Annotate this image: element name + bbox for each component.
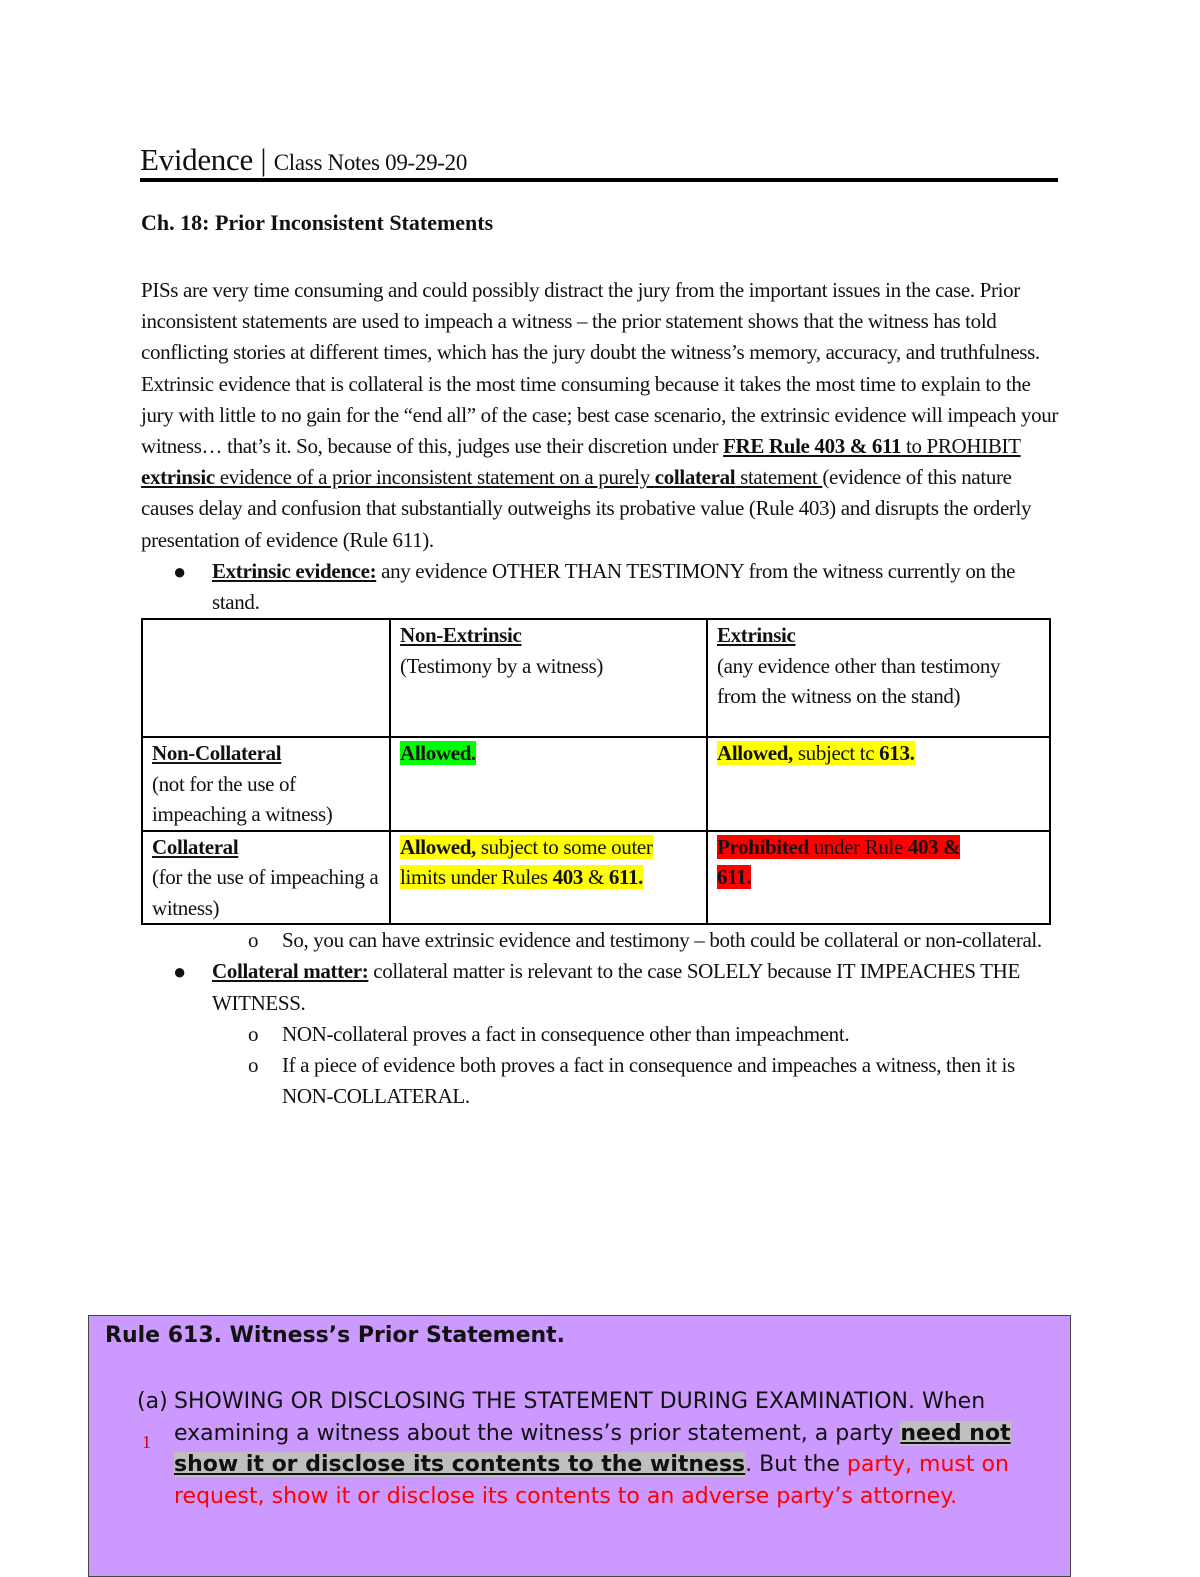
rule-title: Rule 613. Witness’s Prior Statement. xyxy=(105,1323,566,1348)
evidence-table xyxy=(141,618,1051,925)
paragraph-extrinsic: Extrinsic evidence that is collateral is the most time consuming because it takes the most time to explain to the jury with little to no gain for the “end all” of the case; best case scenario, the extrinsic evidence will impeach your witness… that’s it. So, because of this, judges use their discretion under FRE Rule 403 & 611 to PROHIBIT extrinsic evidence of a prior inconsistent statement on a purely collateral statement (evidence of this nature causes delay and confusion that substantially outweighs its probative value (Rule 403) and disrupts the orderly presentation of evidence (Rule 611). xyxy=(141,371,1059,552)
rule-613-box xyxy=(88,1315,1071,1577)
bullet-icon: ● xyxy=(173,558,186,584)
fre-rule-ref: FRE Rule 403 & 611 xyxy=(723,434,902,459)
table-rowhead-collateral: Collateral (for the use of impeaching a witness) xyxy=(142,831,390,925)
chapter-title: Ch. 18: Prior Inconsistent Statements xyxy=(141,210,494,235)
document-header xyxy=(140,140,1058,182)
bullet-icon: ● xyxy=(173,959,186,985)
bullet-collateral-matter: ● Collateral matter: collateral matter is relevant to the case SOLELY because IT IMPEACHES THE WITNESS. xyxy=(141,956,1061,1018)
subsection-label: (a) xyxy=(137,1389,168,1414)
table-header-non-extrinsic: Non-Extrinsic (Testimony by a witness) xyxy=(390,619,707,737)
highlighted-phrase: need not show it or disclose its contents to the witness xyxy=(174,1420,1011,1477)
table-cell-empty xyxy=(142,619,390,737)
table-cell: Allowed, subject to some outer limits under Rules 403 & 611. xyxy=(390,831,707,925)
table-row xyxy=(142,619,1050,737)
rule-subsection-a: (a) SHOWING OR DISCLOSING THE STATEMENT DURING EXAMINATION. When examining a witness about the witness’s prior statement, a party need not show it or disclose its contents to the witness. But the party, must on request, show it or disclose its contents to an adverse party’s attorney. xyxy=(137,1386,1037,1512)
bullet-extrinsic-evidence: ● Extrinsic evidence: any evidence OTHER THAN TESTIMONY from the witness currently on the stand. xyxy=(141,556,1061,618)
header-title xyxy=(140,142,467,178)
subbullet-icon: o xyxy=(248,1053,259,1078)
table-cell: Prohibited under Rule 403 & 611. xyxy=(707,831,1050,925)
course-name: Evidence | xyxy=(140,142,267,177)
table-row xyxy=(142,737,1050,831)
paragraph-pis-intro: PISs are very time consuming and could possibly distract the jury from the important issues in the case. Prior inconsistent statements are used to impeach a witness – the prior statement shows that the witness has told conflicting stories at different times, which has the jury doubt the witness’s memory, accuracy, and truthfulness. xyxy=(141,278,1040,365)
footnote-number: 1 xyxy=(142,1432,151,1452)
notes-body xyxy=(141,275,1061,1112)
table-cell: Allowed, subject tc 613. xyxy=(707,737,1050,831)
table-header-extrinsic: Extrinsic (any evidence other than testimony from the witness on the stand) xyxy=(707,619,1050,737)
subbullet-non-collateral: o NON-collateral proves a fact in consequence other than impeachment. xyxy=(141,1019,1061,1050)
subbullet-icon: o xyxy=(248,928,259,953)
table-rowhead-non-collateral: Non-Collateral (not for the use of impeaching a witness) xyxy=(142,737,390,831)
subbullet-icon: o xyxy=(248,1021,259,1046)
table-cell: Allowed. xyxy=(390,737,707,831)
table-row xyxy=(142,831,1050,925)
header-subtitle: Class Notes 09-29-20 xyxy=(273,150,468,175)
subbullet-both: o If a piece of evidence both proves a fact in consequence and impeaches a witness, then it is NON-COLLATERAL. xyxy=(141,1050,1061,1112)
subbullet-extrinsic-testimony: o So, you can have extrinsic evidence and testimony – both could be collateral or non-collateral. xyxy=(141,925,1061,956)
